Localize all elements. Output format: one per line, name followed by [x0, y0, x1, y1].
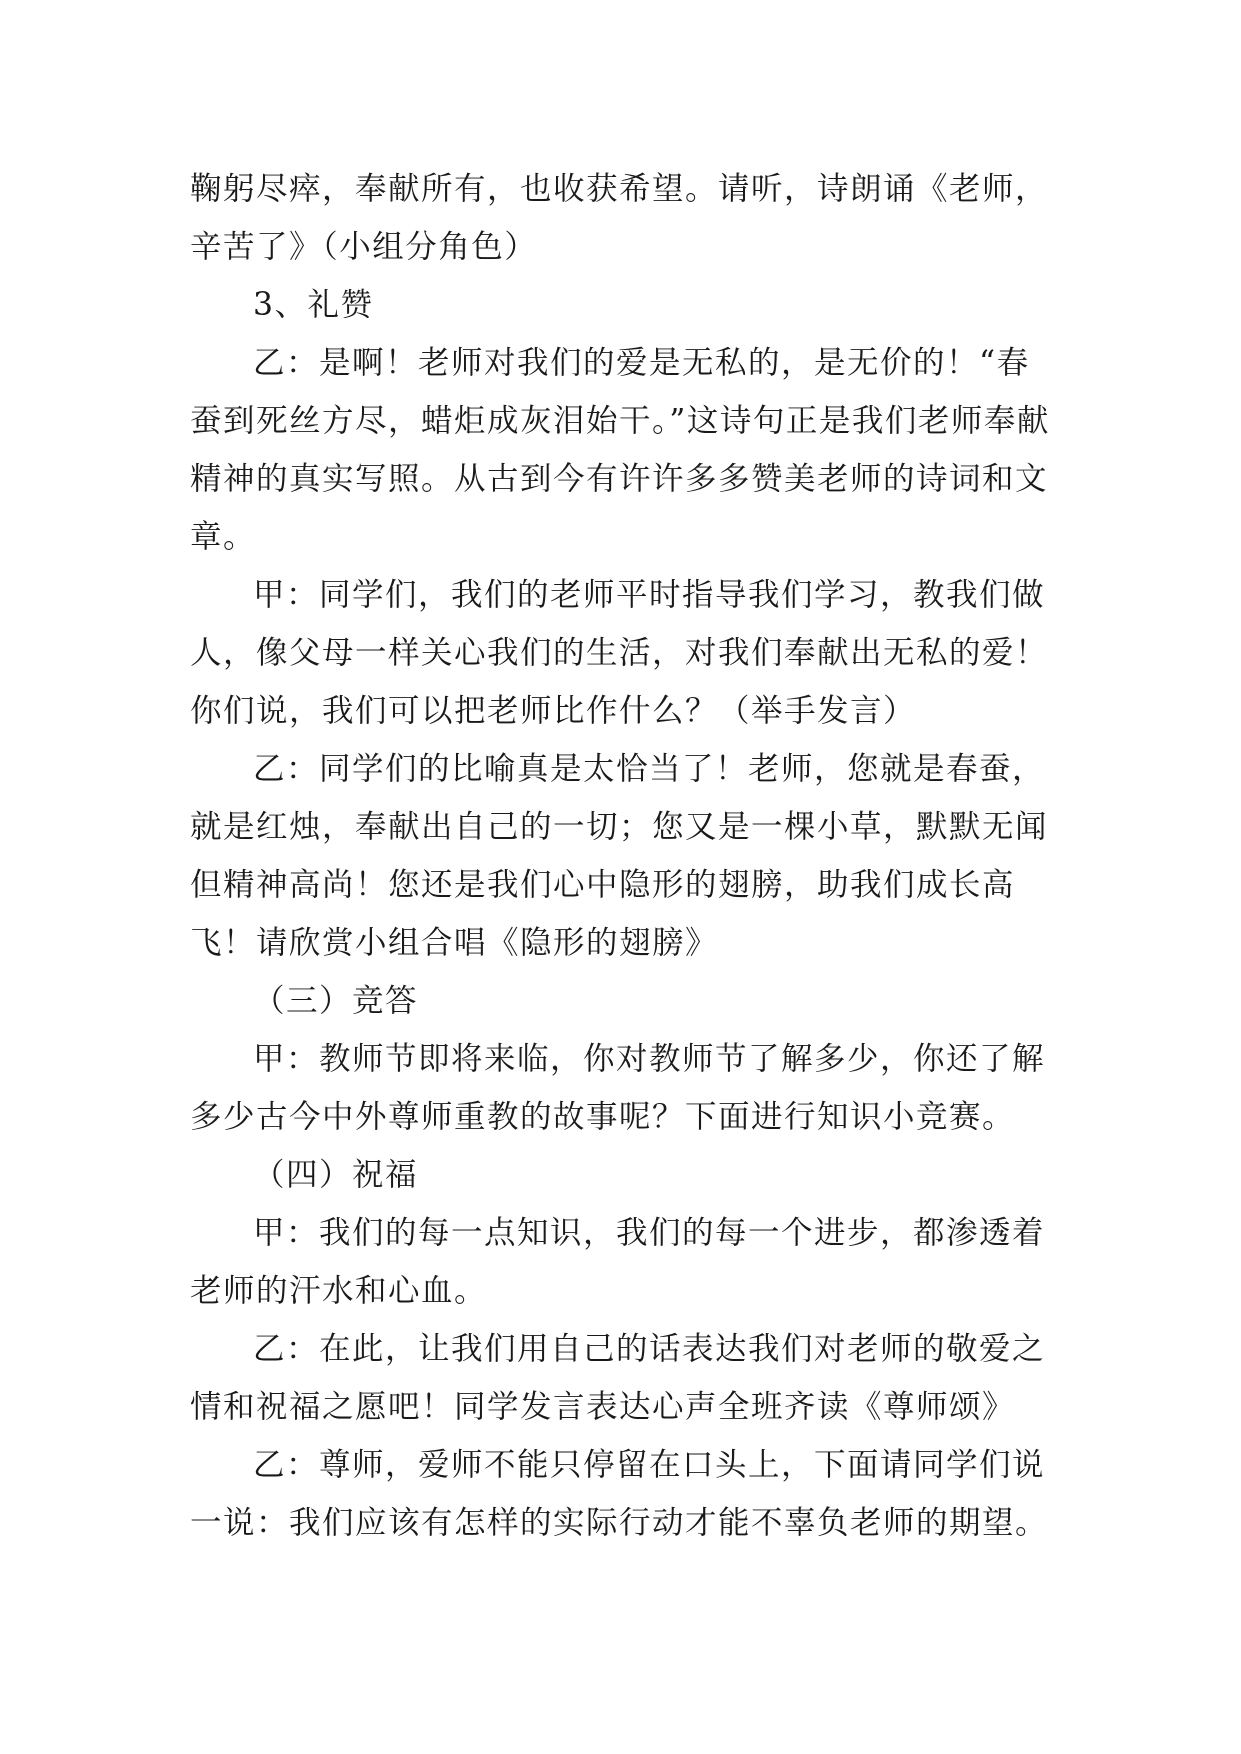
- paragraph-yi-3: 乙：在此，让我们用自己的话表达我们对老师的敬爱之情和祝福之愿吧！同学发言表达心声全班齐读《尊师颂》: [190, 1331, 1046, 1425]
- paragraph-jia-1: 甲：同学们，我们的老师平时指导我们学习，教我们做人，像父母一样关心我们的生活，对我们奉献出无私的爱！你们说，我们可以把老师比作什么？（举手发言）: [190, 577, 1049, 729]
- paragraph-yi-2: 乙：同学们的比喻真是太恰当了！老师，您就是春蚕，就是红烛，奉献出自己的一切；您又是一棵小草，默默无闻但精神高尚！您还是我们心中隐形的翅膀，助我们成长高飞！请欣赏小组合唱《隐形的翅膀》: [190, 751, 1049, 961]
- paragraph-continuation: 鞠躬尽瘁，奉献所有，也收获希望。请听，诗朗诵《老师，辛苦了》（小组分角色）: [190, 171, 1049, 265]
- paragraph-yi-4: 乙：尊师，爱师不能只停留在口头上，下面请同学们说一说：我们应该有怎样的实际行动才能不辜负老师的期望。: [190, 1447, 1049, 1541]
- section-heading-praise: 3、礼赞: [253, 287, 374, 323]
- document-body: [190, 160, 1050, 1552]
- paragraph-jia-3: 甲：我们的每一点知识，我们的每一个进步，都渗透着老师的汗水和心血。: [190, 1215, 1046, 1309]
- paragraph-jia-2: 甲：教师节即将来临，你对教师节了解多少，你还了解多少古今中外尊师重教的故事呢？下面进行知识小竞赛。: [190, 1041, 1046, 1135]
- paragraph-yi-1: 乙：是啊！老师对我们的爱是无私的，是无价的！“春蚕到死丝方尽，蜡炬成灰泪始干。”这诗句正是我们老师奉献精神的真实写照。从古到今有许许多多赞美老师的诗词和文章。: [190, 345, 1050, 555]
- section-heading-quiz: （三）竞答: [253, 983, 419, 1019]
- section-heading-blessing: （四）祝福: [253, 1157, 419, 1193]
